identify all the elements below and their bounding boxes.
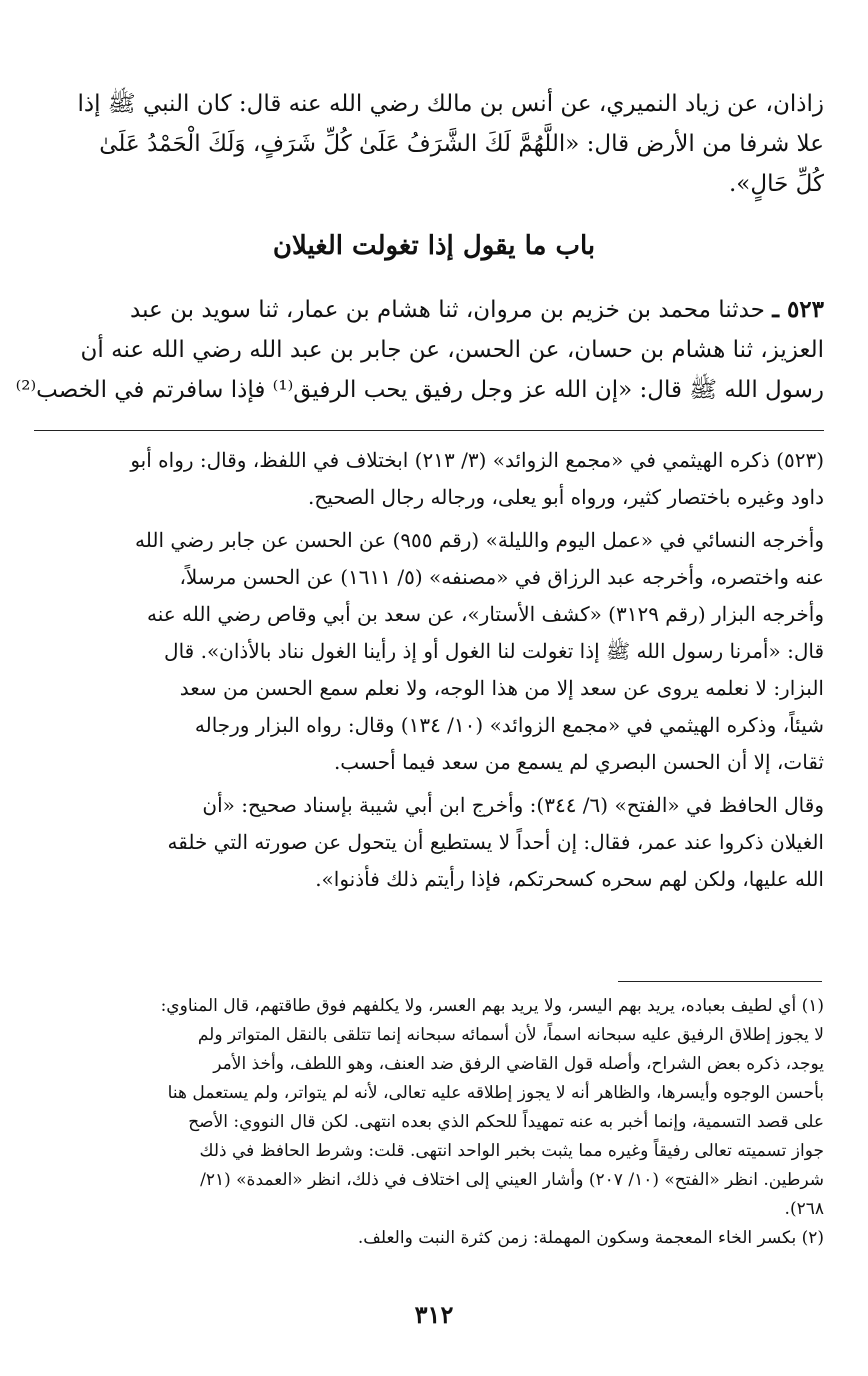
takhrij-line: وقال الحافظ في «الفتح» (٦/ ٣٤٤): وأخرج ابن أبي شيبة بإسناد صحيح: «أن	[202, 793, 824, 817]
footnotes	[34, 992, 824, 1253]
hadith-text	[15, 290, 824, 410]
takhrij-notes	[34, 442, 824, 904]
takhrij-divider	[34, 430, 824, 431]
takhrij-line: شيئاً، وذكره الهيثمي في «مجمع الزوائد» (١٠/ ١٣٤) وقال: رواه البزار ورجاله	[194, 713, 824, 737]
footnote-line: ٢٦٨).	[784, 1199, 824, 1219]
takhrij-line: وأخرجه النسائي في «عمل اليوم والليلة» (رقم ٩٥٥) عن الحسن عن جابر رضي الله	[135, 528, 824, 552]
main-text-line: كُلِّ حَالٍ».	[729, 171, 824, 197]
hadith-line: العزيز، ثنا هشام بن حسان، عن الحسن، عن جابر بن عبد الله رضي الله عنه أن	[80, 337, 824, 363]
hadith-line	[34, 290, 824, 330]
footnote-line: يوجد، ذكره بعض الشراح، وأصله قول القاضي الرفق ضد العنف، وهو اللطف، وأخذ الأمر	[213, 1054, 824, 1074]
page-number: ٣١٢	[414, 1300, 454, 1329]
footnote-line: بأحسن الوجوه وأيسرها، والظاهر أنه لا يجوز إطلاقه عليه تعالى، لأنه لم يتواتر، ولم يستعمل هنا	[167, 1083, 824, 1103]
takhrij-line: الله عليها، ولكن لهم سحره كسحرتكم، فإذا رأيتم ذلك فأذنوا».	[315, 867, 824, 891]
footnote-line: جواز تسميته تعالى رفيقاً وغيره مما يثبت بخبر الواحد انتهى. قلت: وشرط الحافظ في ذلك	[199, 1141, 824, 1161]
takhrij-line: البزار: لا نعلمه يروى عن سعد إلا من هذا الوجه، ولا نعلم سمع الحسن من سعد	[179, 676, 824, 700]
takhrij-line: داود وغيره باختصار كثير، ورواه أبو يعلى، ورجاله رجال الصحيح.	[307, 485, 824, 509]
main-text-line: زاذان، عن زياد النميري، عن أنس بن مالك رضي الله عنه قال: كان النبي ﷺ إذا	[77, 91, 824, 117]
hadith-number: ٥٢٣ ـ	[772, 296, 824, 323]
footnote-line: شرطين. انظر «الفتح» (١٠/ ٢٠٧) وأشار العيني إلى اختلاف في ذلك، انظر «العمدة» (٢١/	[200, 1170, 824, 1190]
hadith-line-text: حدثنا محمد بن خزيم بن مروان، ثنا هشام بن عمار، ثنا سويد بن عبد	[130, 297, 765, 323]
footnote-line: لا يجوز إطلاق الرفيق عليه سبحانه اسماً، لأن أسمائه سبحانه إنما تتلقى بالنقل المتواتر ولم	[197, 1025, 824, 1045]
takhrij-paragraph	[34, 522, 824, 781]
chapter-heading: باب ما يقول إذا تغولت الغيلان	[272, 231, 596, 261]
main-text	[34, 84, 824, 204]
takhrij-paragraph	[34, 787, 824, 898]
footnote-line: (٢) بكسر الخاء المعجمة وسكون المهملة: زمن كثرة النبت والعلف.	[357, 1228, 824, 1248]
takhrij-line: قال: «أمرنا رسول الله ﷺ إذا تغولت لنا الغول أو إذ رأينا الغول نناد بالأذان». قال	[164, 639, 824, 663]
takhrij-line: الغيلان ذكروا عند عمر، فقال: إن أحداً لا يستطيع أن يتحول عن صورته التي خلقه	[167, 830, 824, 854]
footnote-line: (١) أي لطيف بعباده، يريد بهم اليسر، ولا يريد بهم العسر، ولا يكلفهم فوق طاقتهم، قال المناوي:	[160, 996, 824, 1016]
main-text-line: علا شرفا من الأرض قال: «اللَّهُمَّ لَكَ الشَّرَفُ عَلَىٰ كُلِّ شَرَفٍ، وَلَكَ الْحَمْدُ عَلَىٰ	[99, 131, 824, 157]
takhrij-line: عنه واختصره، وأخرجه عبد الرزاق في «مصنفه» (٥/ ١٦١١) عن الحسن مرسلاً،	[179, 565, 824, 589]
takhrij-paragraph	[34, 442, 824, 516]
footnote-line: على قصد التسمية، وإنما أخبر به عنه تمهيداً للحكم الذي بعده انتهى. لكن قال النووي: الأصح	[188, 1112, 824, 1132]
hadith-line: رسول الله ﷺ قال: «إن الله عز وجل رفيق يحب الرفيق⁽¹⁾ فإذا سافرتم في الخصب⁽²⁾	[15, 377, 824, 403]
footnote-divider	[618, 981, 822, 982]
takhrij-line: (٥٢٣) ذكره الهيثمي في «مجمع الزوائد» (٣/ ٢١٣) ابختلاف في اللفظ، وقال: رواه أبو	[130, 448, 824, 472]
takhrij-line: ثقات، إلا أن الحسن البصري لم يسمع من سعد فيما أحسب.	[333, 750, 824, 774]
takhrij-line: وأخرجه البزار (رقم ٣١٢٩) «كشف الأستار»، عن سعد بن أبي وقاص رضي الله عنه	[146, 602, 824, 626]
